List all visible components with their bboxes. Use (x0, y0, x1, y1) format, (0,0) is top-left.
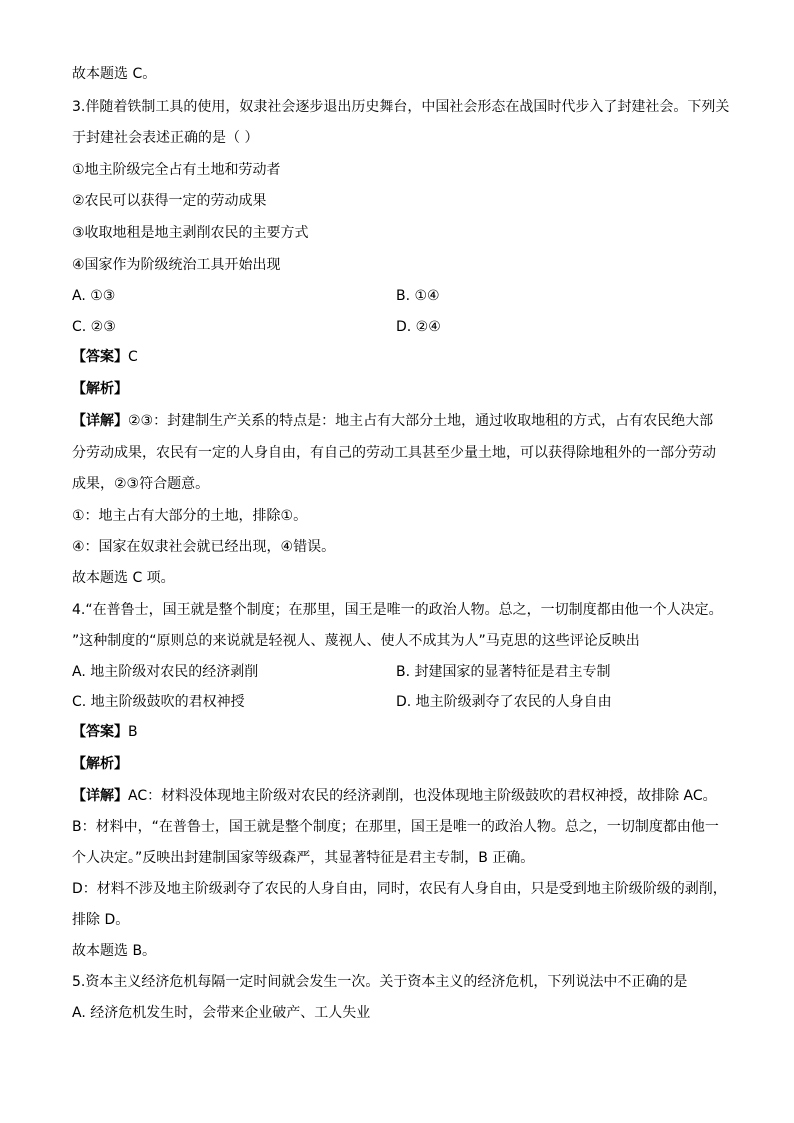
detail-text-cont: 排除 D。 (72, 912, 130, 928)
analysis-heading (72, 379, 128, 399)
detail-text-cont: 成果，②③符合题意。 (72, 476, 210, 492)
question-3-stem-cont: 于封建社会表述正确的是（ ） (72, 130, 259, 146)
option-a: A. ①③ (72, 288, 116, 304)
option-b: B. ①④ (396, 288, 440, 304)
detail-line (72, 411, 713, 431)
analysis-tag: 【解析】 (72, 381, 128, 397)
answer-tag: 【答案】 (72, 349, 128, 365)
answer-value: C (128, 349, 138, 365)
option-b: B. 封建国家的显著特征是君主专制 (396, 664, 611, 680)
detail-text-cont: D：材料不涉及地主阶级剥夺了农民的人身自由，同时，农民有人身自由，只是受到地主阶级阶级的剥削， (72, 881, 727, 897)
option-a: A. 经济危机发生时，会带来企业破产、工人失业 (72, 1005, 371, 1021)
question-4-stem: 4.“在普鲁士，国王就是整个制度；在那里，国王是唯一的政治人物。总之，一切制度都由他一个人决定。 (72, 602, 723, 618)
question-5-stem: 5.资本主义经济危机每隔一定时间就会发生一次。关于资本主义的经济危机，下列说法中不正确的是 (72, 974, 688, 990)
option-c: C. 地主阶级鼓吹的君权神授 (72, 694, 245, 710)
answer-value: B (128, 724, 138, 740)
answer-tag: 【答案】 (72, 724, 128, 740)
conclusion-line: 故本题选 C 项。 (72, 570, 175, 586)
analysis-tag: 【解析】 (72, 756, 128, 772)
detail-text-cont: 个人决定。”反映出封建制国家等级森严，其显著特征是君主专制，B 正确。 (72, 850, 535, 866)
option-a: A. 地主阶级对农民的经济剥削 (72, 664, 259, 680)
detail-text-cont: ①：地主占有大部分的土地，排除①。 (72, 508, 308, 524)
text-line: 故本题选 C。 (72, 66, 157, 82)
statement-2: ②农民可以获得一定的劳动成果 (72, 193, 267, 209)
answer-line (72, 347, 138, 367)
detail-tag: 【详解】 (72, 413, 128, 429)
detail-line (72, 786, 717, 806)
detail-text-cont: B：材料中，“在普鲁士，国王就是整个制度；在那里，国王是唯一的政治人物。总之，一切制度都由他一 (72, 819, 719, 835)
statement-3: ③收取地租是地主剥削农民的主要方式 (72, 225, 309, 241)
question-3-stem: 3.伴随着铁制工具的使用，奴隶社会逐步退出历史舞台，中国社会形态在战国时代步入了封建社会。下列关 (72, 99, 730, 115)
detail-text: AC：材料没体现地主阶级对农民的经济剥削，也没体现地主阶级鼓吹的君权神授，故排除 AC。 (128, 788, 717, 804)
detail-text-cont: 分劳动成果，农民有一定的人身自由，有自己的劳动工具甚至少量土地，可以获得除地租外的一部分劳动 (72, 445, 716, 461)
statement-1: ①地主阶级完全占有土地和劳动者 (72, 162, 281, 178)
detail-text-cont: ④：国家在奴隶社会就已经出现，④错误。 (72, 539, 336, 555)
statement-4: ④国家作为阶级统治工具开始出现 (72, 257, 281, 273)
conclusion-line: 故本题选 B。 (72, 943, 157, 959)
detail-tag: 【详解】 (72, 788, 128, 804)
detail-text: ②③：封建制生产关系的特点是：地主占有大部分土地，通过收取地租的方式，占有农民绝大部 (128, 413, 714, 429)
option-d: D. 地主阶级剥夺了农民的人身自由 (396, 694, 612, 710)
option-c: C. ②③ (72, 319, 116, 335)
answer-line (72, 722, 138, 742)
question-4-stem-cont: ”这种制度的“原则总的来说就是轻视人、蔑视人、使人不成其为人”马克思的这些评论反映出 (72, 633, 640, 649)
analysis-heading (72, 754, 128, 774)
option-d: D. ②④ (396, 319, 441, 335)
